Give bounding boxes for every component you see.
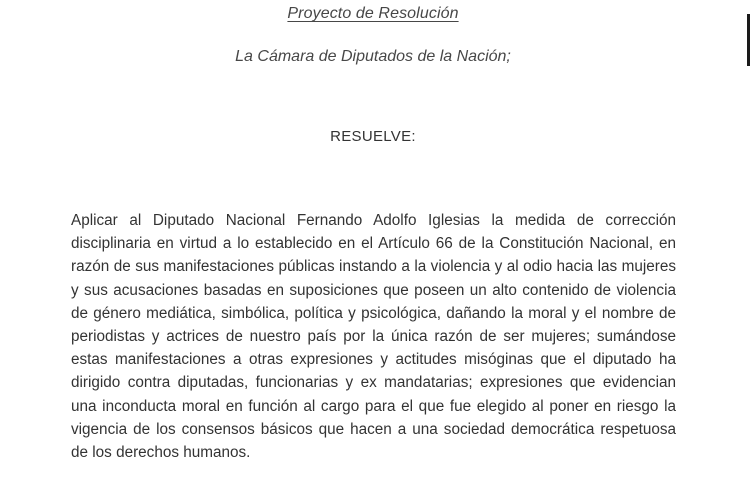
document-subtitle: La Cámara de Diputados de la Nación; bbox=[235, 48, 511, 65]
document-title: Proyecto de Resolución bbox=[287, 5, 459, 22]
resolution-heading: RESUELVE: bbox=[330, 128, 416, 145]
resolution-body: Aplicar al Diputado Nacional Fernando Adolfo Iglesias la medida de corrección disciplinaria en virtud a lo establecido en el Artículo 66 de la Constitución Nacional, en razón de sus manifestaciones públicas instando a la violencia y al odio hacia las mujeres y sus acusaciones basadas en suposiciones que poseen un alto contenido de violencia de género mediática, simbólica, política y psicológica, dañando la moral y el nombre de periodistas y actrices de nuestro país por la única razón de ser mujeres; sumándose estas manifestaciones a otras expresiones y actitudes misóginas que el diputado ha dirigido contra diputadas, funcionarias y ex mandatarias; expresiones que evidencian una inconducta moral en función al cargo para el que fue elegido al poner en riesgo la vigencia de los consensos básicos que hacen a una sociedad democrática respetuosa de los derechos humanos. bbox=[71, 212, 676, 462]
